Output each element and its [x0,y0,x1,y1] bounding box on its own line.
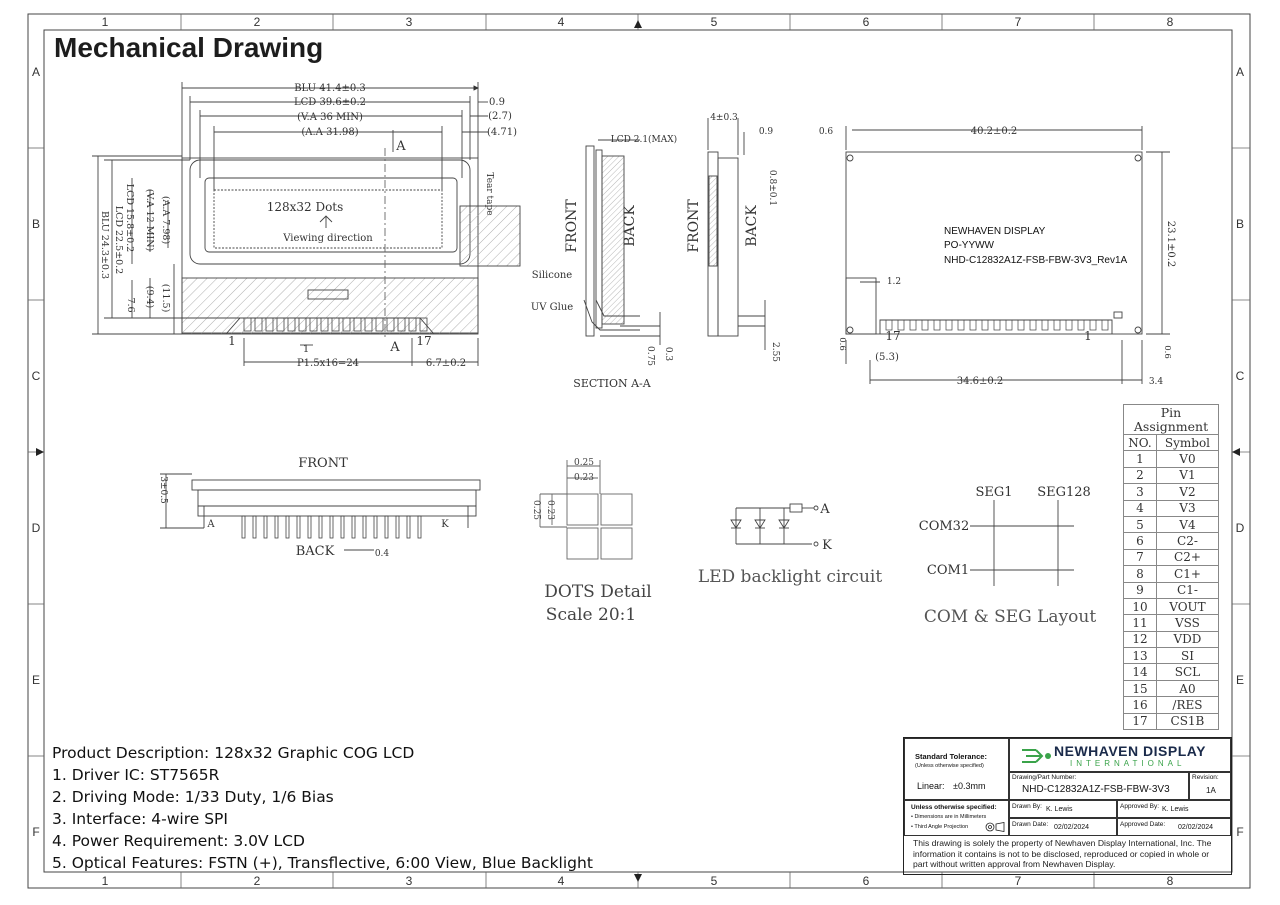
drawn-date-cell [1009,818,1117,836]
approved-date: 02/02/2024 [1178,824,1214,831]
pin-symbol: A0 [1156,680,1218,696]
drawn-by: K. Lewis [1046,806,1073,813]
col-label: 5 [710,874,718,888]
center-mark-bottom-icon [634,874,642,882]
pin-number: 6 [1124,533,1157,549]
dim-lcd-width: LCD 39.6±0.2 [293,97,367,108]
dim-blu-width: BLU 41.4±0.3 [294,83,366,94]
connector-dim-04: 0.4 [374,549,390,559]
connector-view [160,474,480,550]
pin-row [1124,582,1219,598]
col-label: 6 [862,874,870,888]
section-back-label: BACK [622,205,638,247]
pin-row [1124,615,1219,631]
pin-number: 7 [1124,549,1157,565]
silicone-label: Silicone [531,270,573,281]
third-angle-projection-icon [985,822,1005,832]
section-front-label: FRONT [564,199,580,253]
pin-first-label: 1 [228,334,236,348]
pin-number: 9 [1124,582,1157,598]
pin-table-header: Pin Assignment [1124,405,1219,435]
approved-by-label: Approved By: [1120,803,1160,810]
back-label-line1: NEWHAVEN DISPLAY [944,226,1046,237]
pin-symbol: VSS [1156,615,1218,631]
seg1-label: SEG1 [975,485,1013,500]
linear-value: ±0.3mm [953,781,986,791]
col-label: 7 [1014,15,1022,29]
col-label: 4 [557,15,565,29]
col-label: 3 [405,874,413,888]
dim-pitch-1: 1 [302,344,310,355]
connector-dim-left: 3±0.5 [158,476,168,504]
back-pin-17: 17 [885,329,901,343]
pin-rows [1124,451,1219,730]
pin-row [1124,664,1219,680]
pin-number: 15 [1124,680,1157,696]
dim-lcd-height: LCD 22.5±0.2 [113,205,124,275]
linear-label: Linear: [917,781,945,791]
std-tolerance-label: Standard Tolerance: [915,752,987,761]
part-number-cell [1009,772,1189,800]
part-number: NHD-C12832A1Z-FSB-FBW-3V3 [1022,784,1170,795]
pin-symbol: V3 [1156,500,1218,516]
row-label: F [32,825,40,839]
dim-115: (11.5) [160,283,171,313]
pin-row [1124,697,1219,713]
col-label: 8 [1166,874,1174,888]
display-dots-text: 128x32 Dots [266,200,344,214]
row-label: B [1235,217,1245,231]
pin-symbol: C2- [1156,533,1218,549]
col-label: 4 [557,874,565,888]
dim-va-width: (V.A 36 MIN) [297,112,363,123]
approved-date-label: Approved Date: [1120,821,1166,828]
pin-row [1124,566,1219,582]
pin-symbol: V1 [1156,467,1218,483]
part-label: Drawing/Part Number: [1012,774,1077,781]
drawn-by-cell [1009,800,1117,818]
col-label: 1 [101,874,109,888]
col-label: 2 [253,15,261,29]
page-title: Mechanical Drawing [54,32,324,63]
back-pin-1: 1 [1084,329,1092,343]
rev-label: Revision: [1192,774,1219,781]
section-mark-bottom: A [390,340,400,355]
pin-row [1124,516,1219,532]
approved-date-cell [1117,818,1231,836]
connector-front-label: FRONT [298,456,348,471]
logo-main: NEWHAVEN DISPLAY [1054,743,1206,759]
section-lcd-dim: LCD 2.1(MAX) [610,135,678,145]
section-dim-03: 0.3 [663,346,673,362]
side-front-label: FRONT [686,199,702,253]
center-mark-left-icon [36,448,44,456]
led-circuit [731,504,818,546]
product-description [52,742,593,874]
col-label: 3 [405,15,413,29]
back-dim-12: 1.2 [886,277,902,287]
row-label: D [31,521,41,535]
pin-number: 5 [1124,516,1157,532]
side-back-label: BACK [744,205,760,247]
dim-va-height: (V.A 12 MIN) [144,188,155,252]
dots-dim-025: 0.25 [573,458,595,468]
revision-cell [1189,772,1231,800]
led-label-a: A [820,502,830,517]
unless2-label: Unless otherwise specified: [911,804,997,811]
tolerance-cell [904,738,1009,800]
pin-symbol: /RES [1156,697,1218,713]
dims-mm: • Dimensions are in Millimeters [911,814,987,820]
product-line: 2. Driving Mode: 1/33 Duty, 1/6 Bias [52,788,334,806]
pin-symbol: C1- [1156,582,1218,598]
ownership-notice: This drawing is solely the property of Newhaven Display International, Inc. The information it contains is not to be disclosed, reproduced or copied in whole or part without written approval from Newhaven Display. [913,838,1212,869]
pin-symbol: V4 [1156,516,1218,532]
viewing-arrow-icon [320,216,332,228]
section-mark-top: A [396,139,406,154]
connector-label-k: K [441,519,449,530]
units-cell [904,800,1009,836]
pin-symbol: V0 [1156,451,1218,467]
seg128-label: SEG128 [1037,485,1091,500]
pin-symbol: VOUT [1156,598,1218,614]
back-dim-bottom: 34.6±0.2 [956,376,1004,387]
dim-tail: 6.7±0.2 [425,358,467,369]
dots-dim-023: 0.23 [573,473,595,483]
com32-label: COM32 [918,519,970,534]
row-label: B [31,217,41,231]
pin-number: 14 [1124,664,1157,680]
dim-lcd-158: LCD 15.8±0.2 [124,183,135,253]
pin-number: 2 [1124,467,1157,483]
connector-back-label: BACK [295,544,335,559]
pin-assignment-table [1123,404,1219,730]
led-label-k: K [822,538,832,553]
pin-row [1124,631,1219,647]
pin-col-no: NO. [1124,435,1157,451]
pin-row [1124,500,1219,516]
pin-number: 4 [1124,500,1157,516]
pin-number: 12 [1124,631,1157,647]
back-dim-06: 0.6 [818,127,834,137]
row-label: F [1236,825,1244,839]
col-label: 8 [1166,15,1174,29]
pin-number: 3 [1124,484,1157,500]
product-line: 3. Interface: 4-wire SPI [52,810,228,828]
unless-label: (Unless otherwise specified) [915,763,984,769]
center-mark-top-icon [634,20,642,28]
pin-number: 13 [1124,648,1157,664]
drawn-date-label: Drawn Date: [1012,821,1049,828]
logo-cell [1009,738,1231,772]
pin-row [1124,533,1219,549]
pin-row [1124,549,1219,565]
col-label: 7 [1014,874,1022,888]
tear-tape-label: Tear tape [484,172,494,216]
uv-glue-label: UV Glue [530,302,574,313]
pin-number: 16 [1124,697,1157,713]
product-line: 4. Power Requirement: 3.0V LCD [52,832,305,850]
rev-value: 1A [1206,786,1216,795]
row-label: E [1235,673,1245,687]
dim-right-09: 0.9 [489,97,505,108]
com1-label: COM1 [926,563,970,578]
drawn-by-label: Drawn By: [1012,803,1042,810]
logo-sub: INTERNATIONAL [1070,759,1186,768]
drawn-date: 02/02/2024 [1054,824,1090,831]
pin-last-label: 17 [416,334,432,348]
dim-pitch: P1.5x16=24 [296,358,360,369]
dim-aa-height: (A.A 7.98) [160,195,171,245]
back-dim-height: 23.1±0.2 [1165,220,1176,268]
col-label: 2 [253,874,261,888]
dots-caption-1: DOTS Detail [544,582,652,602]
back-dim-width: 40.2±0.2 [970,126,1018,137]
front-view [92,82,520,366]
comseg-caption: COM & SEG Layout [923,607,1097,627]
connector-label-a: A [207,519,215,530]
dots-caption-2: Scale 20:1 [545,605,637,625]
dots-dim-025v: 0.25 [531,499,541,521]
row-label: C [1235,369,1245,383]
approved-by-cell [1117,800,1231,818]
side-dim-255: 2.55 [770,341,780,363]
dots-dim-023v: 0.23 [545,499,555,521]
dim-76: 7.6 [125,297,136,313]
dim-right-471: (4.71) [486,127,518,138]
dim-blu-height: BLU 24.3±0.3 [99,210,110,280]
pin-symbol: V2 [1156,484,1218,500]
pin-row [1124,713,1219,729]
col-label: 1 [101,15,109,29]
dim-94: (9.4) [144,285,155,309]
pin-symbol: SCL [1156,664,1218,680]
pin-number: 10 [1124,598,1157,614]
pin-col-symbol: Symbol [1156,435,1218,451]
led-caption: LED backlight circuit [697,567,883,587]
back-dim-53: (5.3) [875,352,899,363]
pin-number: 1 [1124,451,1157,467]
pin-row [1124,484,1219,500]
center-mark-right-icon [1232,448,1240,456]
viewing-direction-text: Viewing direction [283,233,373,244]
pin-row [1124,451,1219,467]
com-seg-layout [970,500,1074,586]
dim-aa-width: (A.A 31.98) [301,127,359,138]
pin-symbol: CS1B [1156,713,1218,729]
row-label: A [31,65,41,79]
pin-row [1124,467,1219,483]
pin-symbol: SI [1156,648,1218,664]
back-dim-06-left: 0.6 [837,337,847,351]
dim-right-27: (2.7) [488,111,512,122]
pin-row [1124,648,1219,664]
row-label: E [31,673,41,687]
pin-number: 17 [1124,713,1157,729]
back-dim-34: 3.4 [1148,377,1164,387]
product-line: Product Description: 128x32 Graphic COG LCD [52,744,415,762]
pin-row [1124,680,1219,696]
approved-by: K. Lewis [1162,806,1189,813]
section-caption: SECTION A-A [573,377,651,390]
back-label-line3: NHD-C12832A1Z-FSB-FBW-3V3_Rev1A [944,255,1128,266]
pin-symbol: VDD [1156,631,1218,647]
linear-row [917,781,986,791]
side-dim-09: 0.9 [758,127,774,137]
pin-symbol: C2+ [1156,549,1218,565]
pin-number: 11 [1124,615,1157,631]
pin-number: 8 [1124,566,1157,582]
section-dim-075: 0.75 [645,345,655,367]
third-angle: • Third Angle Projection [911,824,969,830]
row-label: D [1235,521,1245,535]
row-label: A [1235,65,1245,79]
pin-row [1124,598,1219,614]
row-label: C [31,369,41,383]
back-label-line2: PO-YYWW [944,240,994,251]
side-dim-top: 4±0.3 [710,113,738,123]
product-line: 5. Optical Features: FSTN (+), Transflective, 6:00 View, Blue Backlight [52,854,593,872]
col-label: 5 [710,15,718,29]
side-dim-08: 0.8±0.1 [767,169,777,207]
back-dim-06-right: 0.6 [1162,345,1172,359]
pin-symbol: C1+ [1156,566,1218,582]
newhaven-logo-icon [1020,746,1052,766]
product-line: 1. Driver IC: ST7565R [52,766,220,784]
title-block [903,737,1232,875]
col-label: 6 [862,15,870,29]
